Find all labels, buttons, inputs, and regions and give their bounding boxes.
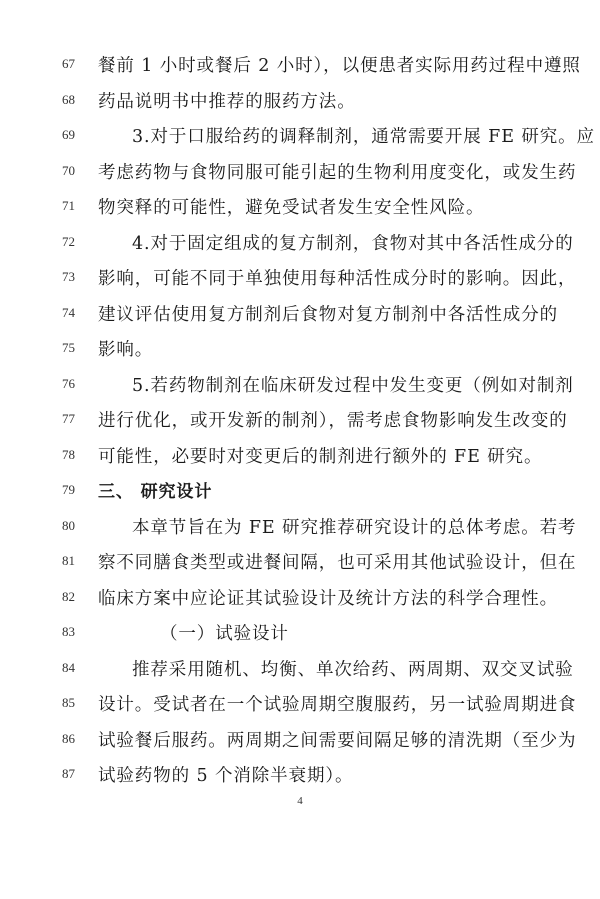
text-line bbox=[0, 407, 600, 435]
text-line bbox=[0, 656, 600, 684]
line-number: 82 bbox=[62, 589, 75, 604]
text-line bbox=[0, 301, 600, 329]
line-text: 试验餐后服药。两周期之间需要间隔足够的清洗期（至少为 bbox=[98, 731, 577, 751]
line-text: 考虑药物与食物同服可能引起的生物利用度变化，或发生药 bbox=[98, 163, 577, 183]
line-number: 78 bbox=[62, 447, 75, 462]
text-line bbox=[0, 88, 600, 116]
heading-text: 三、 研究设计 bbox=[98, 482, 213, 502]
line-number: 72 bbox=[62, 234, 75, 249]
text-line bbox=[0, 194, 600, 222]
subheading-text: （一）试验设计 bbox=[160, 624, 289, 644]
text-line bbox=[0, 514, 600, 542]
line-number: 85 bbox=[62, 695, 75, 710]
line-text: 设计。受试者在一个试验周期空腹服药，另一试验周期进食 bbox=[98, 695, 577, 715]
line-number: 87 bbox=[62, 766, 75, 781]
line-text: 药品说明书中推荐的服药方法。 bbox=[98, 92, 356, 112]
text-line bbox=[0, 123, 600, 151]
line-text: 试验药物的 5 个消除半衰期）。 bbox=[98, 766, 354, 786]
line-number: 75 bbox=[62, 340, 75, 355]
text-line bbox=[0, 585, 600, 613]
line-number: 79 bbox=[62, 482, 75, 497]
text-line bbox=[0, 372, 600, 400]
text-line bbox=[0, 691, 600, 719]
line-text: 进行优化，或开发新的制剂），需考虑食物影响发生改变的 bbox=[98, 411, 568, 431]
text-line bbox=[0, 727, 600, 755]
line-number: 80 bbox=[62, 518, 75, 533]
line-text: 本章节旨在为 FE 研究推荐研究设计的总体考虑。若考 bbox=[132, 518, 577, 538]
section-heading bbox=[0, 478, 600, 506]
text-line bbox=[0, 230, 600, 258]
subsection-heading bbox=[0, 620, 600, 648]
text-line bbox=[0, 159, 600, 187]
text-line bbox=[0, 443, 600, 471]
line-number: 74 bbox=[62, 305, 75, 320]
line-number: 73 bbox=[62, 269, 75, 284]
text-line bbox=[0, 762, 600, 790]
line-text: 3.对于口服给药的调释制剂，通常需要开展 FE 研究。应 bbox=[132, 127, 595, 147]
line-number: 69 bbox=[62, 127, 75, 142]
line-number: 76 bbox=[62, 376, 75, 391]
line-number: 70 bbox=[62, 163, 75, 178]
line-number: 81 bbox=[62, 553, 75, 568]
line-number: 83 bbox=[62, 624, 75, 639]
text-line bbox=[0, 52, 600, 80]
line-text: 影响，可能不同于单独使用每种活性成分时的影响。因此， bbox=[98, 269, 577, 289]
line-text: 临床方案中应论证其试验设计及统计方法的科学合理性。 bbox=[98, 589, 558, 609]
page-number: 4 bbox=[297, 795, 303, 807]
line-number: 84 bbox=[62, 660, 75, 675]
line-text: 4.对于固定组成的复方制剂，食物对其中各活性成分的 bbox=[132, 234, 574, 254]
line-text: 推荐采用随机、均衡、单次给药、两周期、双交叉试验 bbox=[132, 660, 574, 680]
line-number: 71 bbox=[62, 198, 75, 213]
line-text: 餐前 1 小时或餐后 2 小时），以便患者实际用药过程中遵照 bbox=[98, 56, 581, 76]
line-number: 86 bbox=[62, 731, 75, 746]
line-text: 可能性，必要时对变更后的制剂进行额外的 FE 研究。 bbox=[98, 447, 543, 467]
line-text: 察不同膳食类型或进餐间隔，也可采用其他试验设计，但在 bbox=[98, 553, 577, 573]
text-line bbox=[0, 549, 600, 577]
line-text: 物突释的可能性，避免受试者发生安全性风险。 bbox=[98, 198, 485, 218]
line-text: 5.若药物制剂在临床研发过程中发生变更（例如对制剂 bbox=[132, 376, 574, 396]
line-text: 影响。 bbox=[98, 340, 154, 360]
line-number: 77 bbox=[62, 411, 75, 426]
text-line bbox=[0, 265, 600, 293]
text-line bbox=[0, 336, 600, 364]
line-number: 67 bbox=[62, 56, 75, 71]
line-text: 建议评估使用复方制剂后食物对复方制剂中各活性成分的 bbox=[98, 305, 558, 325]
line-number: 68 bbox=[62, 92, 75, 107]
